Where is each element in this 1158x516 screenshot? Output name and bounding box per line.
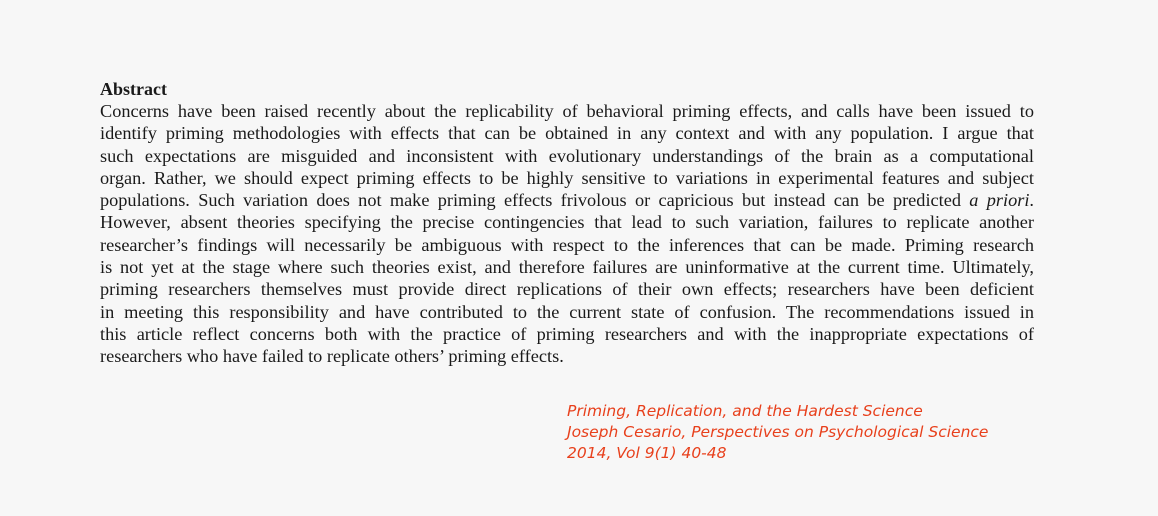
citation-title: Priming, Replication, and the Hardest Science bbox=[567, 402, 923, 420]
abstract-line: is not yet at the stage where such theories exist, and therefore failures are uninformative at the current time. Ultimately, bbox=[100, 257, 1034, 278]
citation-block bbox=[567, 401, 988, 464]
abstract-line: researchers who have failed to replicate others’ priming effects. bbox=[100, 346, 564, 367]
abstract-line: Concerns have been raised recently about the replicability of behavioral priming effects, and calls have been issued to bbox=[100, 101, 1034, 121]
citation-author-journal: Joseph Cesario, Perspectives on Psychological Science bbox=[567, 423, 989, 441]
abstract-line: However, absent theories specifying the precise contingencies that lead to such variation, failures to replicate another bbox=[100, 212, 1034, 233]
abstract-line: in meeting this responsibility and have contributed to the current state of confusion. The recommendations issued in bbox=[100, 301, 1034, 322]
abstract-heading: Abstract bbox=[100, 79, 167, 99]
abstract-line: such expectations are misguided and inconsistent with evolutionary understandings of the brain as a computational bbox=[100, 145, 1034, 166]
abstract-line: researcher’s findings will necessarily be ambiguous with respect to the inferences that can be made. Priming research bbox=[100, 234, 1034, 255]
italic-term: a priori bbox=[969, 190, 1030, 211]
citation-volume: 2014, Vol 9(1) 40-48 bbox=[567, 444, 727, 462]
abstract-line: priming researchers themselves must provide direct replications of their own effects; researchers have been deficient bbox=[100, 279, 1034, 300]
abstract-line: this article reflect concerns both with the practice of priming researchers and with the inappropriate expectations of bbox=[100, 323, 1034, 344]
abstract-section bbox=[100, 78, 1034, 368]
abstract-line-text: populations. Such variation does not make priming effects frivolous or capricious but instead can be predicted bbox=[100, 190, 970, 211]
line-end-punctuation: . bbox=[1029, 190, 1034, 211]
abstract-line: organ. Rather, we should expect priming effects to be highly sensitive to variations in experimental features and subject bbox=[100, 167, 1034, 188]
abstract-line-with-italic bbox=[100, 189, 1034, 211]
abstract-body bbox=[100, 100, 1034, 368]
abstract-line: identify priming methodologies with effects that can be obtained in any context and with any population. I argue that bbox=[100, 123, 1034, 144]
